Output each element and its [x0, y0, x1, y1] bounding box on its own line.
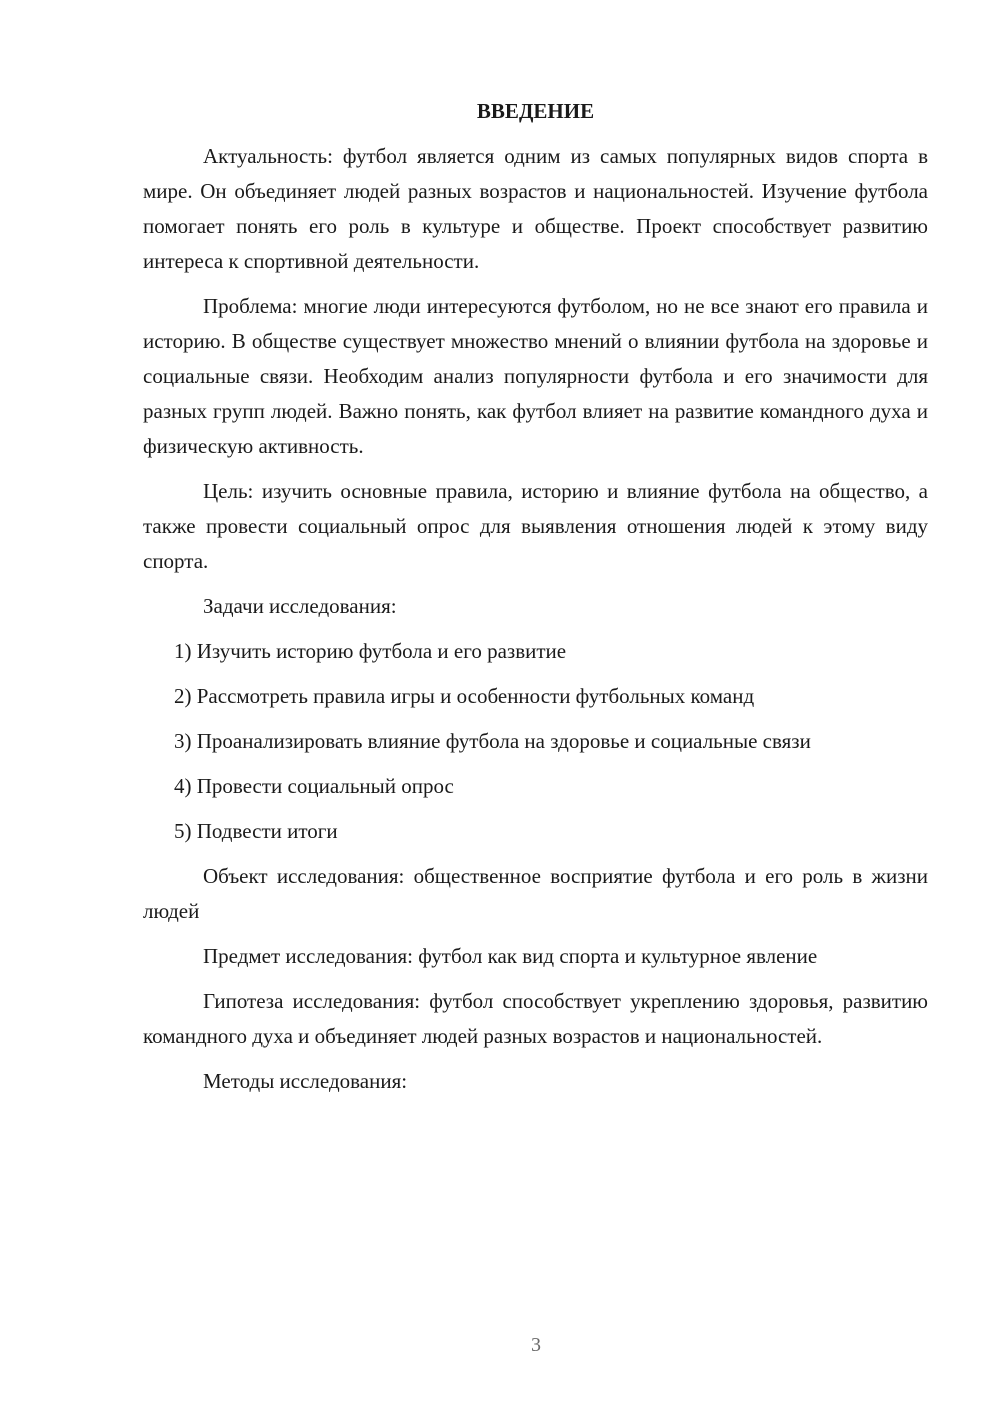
paragraph-object: Объект исследования: общественное восприятие футбола и его роль в жизни людей [143, 864, 928, 923]
paragraph-tasks-heading: Задачи исследования: [203, 594, 397, 618]
paragraph-subject: Предмет исследования: футбол как вид спорта и культурное явление [203, 944, 818, 968]
paragraph-relevance: Актуальность: футбол является одним из самых популярных видов спорта в мире. Он объединяет людей разных возрастов и национальностей. Изучение футбола помогает понять его роль в культуре и обществе. Проект способствует развитию интереса к спортивной деятельности. [143, 144, 928, 273]
paragraph-methods-heading: Методы исследования: [203, 1069, 408, 1093]
task-item: 1) Изучить историю футбола и его развитие [174, 639, 567, 663]
page-content [143, 96, 928, 1109]
task-item: 2) Рассмотреть правила игры и особенности футбольных команд [174, 684, 755, 708]
paragraph-hypothesis: Гипотеза исследования: футбол способствует укреплению здоровья, развитию командного духа и объединяет людей разных возрастов и национальностей. [143, 989, 928, 1048]
task-item: 4) Провести социальный опрос [174, 774, 454, 798]
page-number: 3 [531, 1334, 541, 1356]
task-item: 5) Подвести итоги [174, 819, 338, 843]
section-title: ВВЕДЕНИЕ [476, 99, 595, 123]
paragraph-problem: Проблема: многие люди интересуются футболом, но не все знают его правила и историю. В обществе существует множество мнений о влиянии футбола на здоровье и социальные связи. Необходим анализ популярности футбола и его значимости для разных групп людей. Важно понять, как футбол влияет на развитие командного духа и физическую активность. [143, 294, 928, 458]
paragraph-goal: Цель: изучить основные правила, историю и влияние футбола на общество, а также провести социальный опрос для выявления отношения людей к этому виду спорта. [143, 479, 928, 573]
task-item: 3) Проанализировать влияние футбола на здоровье и социальные связи [174, 729, 811, 753]
